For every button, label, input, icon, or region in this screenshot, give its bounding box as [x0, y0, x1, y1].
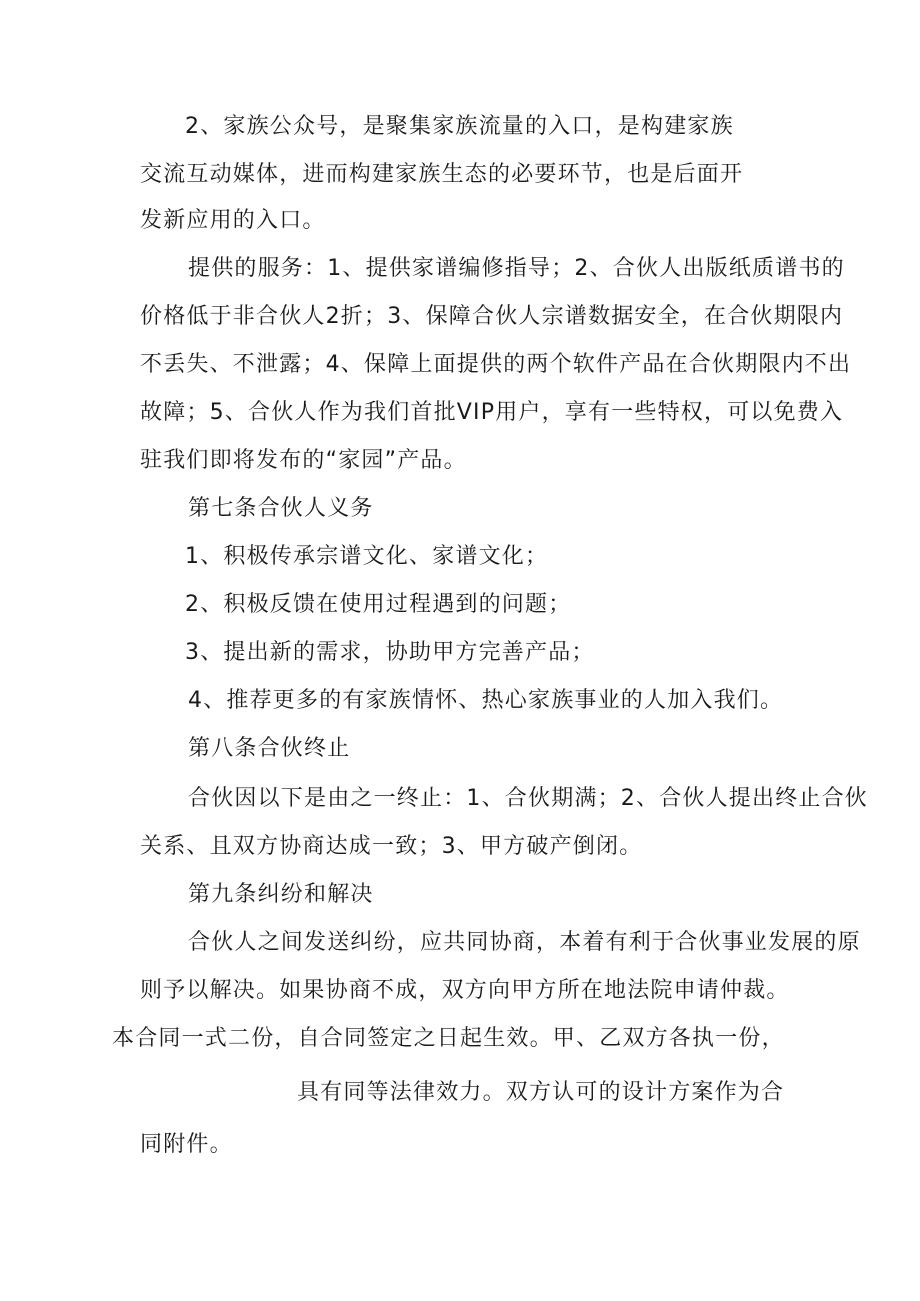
paragraph-line: 不丢失、不泄露；4、保障上面提供的两个软件产品在合伙期限内不出	[140, 352, 852, 377]
paragraph-line: 关系、且双方协商达成一致；3、甲方破产倒闭。	[140, 834, 643, 859]
paragraph-line: 合伙因以下是由之一终止：1、合伙期满；2、合伙人提出终止合伙	[188, 786, 868, 811]
paragraph-line: 交流互动媒体，进而构建家族生态的必要环节，也是后面开	[140, 162, 744, 187]
list-item: 3、提出新的需求，协助甲方完善产品；	[185, 640, 595, 665]
paragraph-line: 本合同一式二份，自合同签定之日起生效。甲、乙双方各执一份，	[112, 1026, 785, 1051]
paragraph-line: 驻我们即将发布的“家园”产品。	[140, 448, 467, 473]
list-item: 4、推荐更多的有家族情怀、热心家族事业的人加入我们。	[188, 688, 784, 713]
paragraph-line: 价格低于非合伙人2折；3、保障合伙人宗谱数据安全，在合伙期限内	[140, 304, 844, 329]
section-heading: 第七条合伙人义务	[188, 496, 374, 521]
paragraph-line: 故障；5、合伙人作为我们首批VIP用户，享有一些特权，可以免费入	[140, 400, 844, 425]
paragraph-line: 同附件。	[140, 1132, 233, 1157]
paragraph-line: 发新应用的入口。	[140, 208, 326, 233]
paragraph-line: 合伙人之间发送纠纷，应共同协商，本着有利于合伙事业发展的原	[188, 930, 861, 955]
list-item: 1、积极传承宗谱文化、家谱文化；	[185, 544, 549, 569]
paragraph-line: 提供的服务：1、提供家谱编修指导；2、合伙人出版纸质谱书的	[188, 256, 845, 281]
list-item: 2、积极反馈在使用过程遇到的问题；	[185, 592, 572, 617]
paragraph-line: 2、家族公众号，是聚集家族流量的入口，是构建家族	[185, 114, 734, 139]
paragraph-line: 具有同等法律效力。双方认可的设计方案作为合	[297, 1080, 785, 1105]
paragraph-line: 则予以解决。如果协商不成，双方向甲方所在地法院申请仲裁。	[140, 978, 790, 1003]
section-heading: 第八条合伙终止	[188, 736, 351, 761]
section-heading: 第九条纠纷和解决	[188, 882, 374, 907]
